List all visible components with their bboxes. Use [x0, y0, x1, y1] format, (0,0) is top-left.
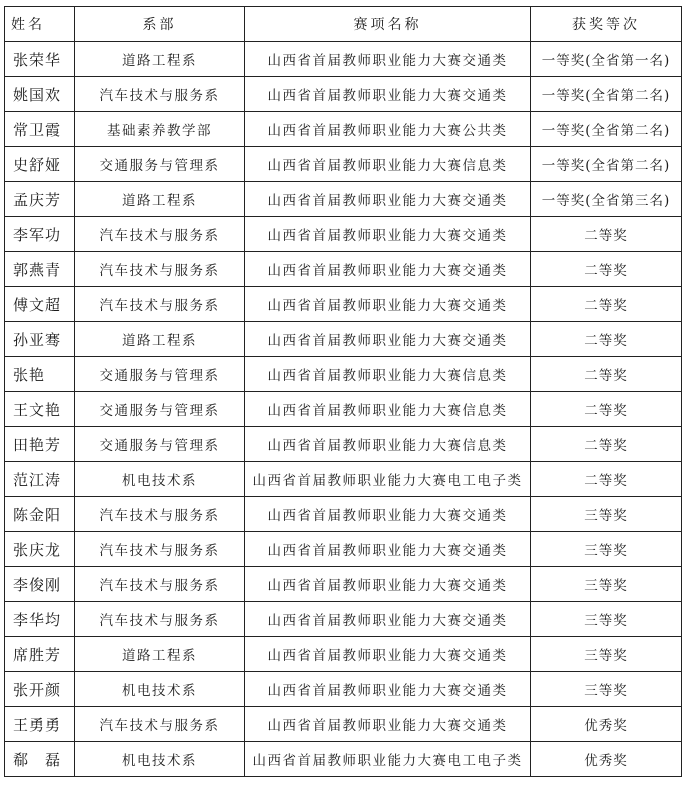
cell-department: 汽车技术与服务系 [75, 567, 245, 602]
cell-event: 山西省首届教师职业能力大赛信息类 [245, 392, 531, 427]
cell-department: 机电技术系 [75, 672, 245, 707]
cell-name: 张庆龙 [5, 532, 75, 567]
cell-department: 道路工程系 [75, 637, 245, 672]
cell-name: 王文艳 [5, 392, 75, 427]
cell-event: 山西省首届教师职业能力大赛交通类 [245, 217, 531, 252]
cell-award: 一等奖(全省第二名) [531, 77, 682, 112]
table-row [5, 497, 682, 532]
cell-name: 范江涛 [5, 462, 75, 497]
cell-department: 汽车技术与服务系 [75, 602, 245, 637]
cell-award: 三等奖 [531, 497, 682, 532]
table-row [5, 217, 682, 252]
table-row [5, 462, 682, 497]
cell-department: 交通服务与管理系 [75, 392, 245, 427]
cell-event: 山西省首届教师职业能力大赛交通类 [245, 252, 531, 287]
cell-event: 山西省首届教师职业能力大赛交通类 [245, 182, 531, 217]
cell-department: 汽车技术与服务系 [75, 287, 245, 322]
cell-department: 道路工程系 [75, 182, 245, 217]
cell-event: 山西省首届教师职业能力大赛交通类 [245, 637, 531, 672]
cell-award: 一等奖(全省第三名) [531, 182, 682, 217]
cell-name: 席胜芳 [5, 637, 75, 672]
cell-department: 汽车技术与服务系 [75, 497, 245, 532]
cell-award: 二等奖 [531, 322, 682, 357]
cell-name: 王勇勇 [5, 707, 75, 742]
cell-award: 三等奖 [531, 637, 682, 672]
cell-name: 李军功 [5, 217, 75, 252]
cell-name: 张开颜 [5, 672, 75, 707]
cell-event: 山西省首届教师职业能力大赛信息类 [245, 147, 531, 182]
cell-award: 二等奖 [531, 392, 682, 427]
cell-event: 山西省首届教师职业能力大赛交通类 [245, 602, 531, 637]
cell-department: 汽车技术与服务系 [75, 532, 245, 567]
table-row [5, 742, 682, 777]
cell-award: 优秀奖 [531, 707, 682, 742]
cell-event: 山西省首届教师职业能力大赛交通类 [245, 287, 531, 322]
table-row [5, 252, 682, 287]
table-row [5, 287, 682, 322]
cell-event: 山西省首届教师职业能力大赛公共类 [245, 112, 531, 147]
cell-name: 张荣华 [5, 42, 75, 77]
table-body [5, 42, 682, 777]
cell-name: 陈金阳 [5, 497, 75, 532]
table-row [5, 322, 682, 357]
cell-department: 机电技术系 [75, 462, 245, 497]
table-row [5, 42, 682, 77]
cell-event: 山西省首届教师职业能力大赛交通类 [245, 567, 531, 602]
cell-name: 常卫霞 [5, 112, 75, 147]
header-department: 系部 [75, 7, 245, 42]
table-row [5, 147, 682, 182]
table-row [5, 77, 682, 112]
table-row [5, 637, 682, 672]
cell-event: 山西省首届教师职业能力大赛交通类 [245, 672, 531, 707]
cell-event: 山西省首届教师职业能力大赛信息类 [245, 357, 531, 392]
cell-department: 汽车技术与服务系 [75, 217, 245, 252]
table-row [5, 112, 682, 147]
cell-award: 二等奖 [531, 427, 682, 462]
cell-department: 汽车技术与服务系 [75, 252, 245, 287]
cell-award: 二等奖 [531, 462, 682, 497]
cell-event: 山西省首届教师职业能力大赛电工电子类 [245, 742, 531, 777]
cell-department: 基础素养教学部 [75, 112, 245, 147]
header-row [5, 7, 682, 42]
cell-award: 三等奖 [531, 567, 682, 602]
cell-department: 道路工程系 [75, 322, 245, 357]
cell-department: 汽车技术与服务系 [75, 77, 245, 112]
cell-award: 二等奖 [531, 357, 682, 392]
cell-department: 机电技术系 [75, 742, 245, 777]
table-row [5, 182, 682, 217]
cell-name: 李华均 [5, 602, 75, 637]
cell-name: 郗 磊 [5, 742, 75, 777]
cell-department: 汽车技术与服务系 [75, 707, 245, 742]
cell-event: 山西省首届教师职业能力大赛交通类 [245, 707, 531, 742]
table-row [5, 357, 682, 392]
cell-event: 山西省首届教师职业能力大赛交通类 [245, 322, 531, 357]
cell-name: 姚国欢 [5, 77, 75, 112]
table-row [5, 392, 682, 427]
cell-department: 交通服务与管理系 [75, 357, 245, 392]
cell-name: 田艳芳 [5, 427, 75, 462]
cell-department: 道路工程系 [75, 42, 245, 77]
cell-name: 郭燕青 [5, 252, 75, 287]
cell-name: 傅文超 [5, 287, 75, 322]
cell-department: 交通服务与管理系 [75, 147, 245, 182]
cell-event: 山西省首届教师职业能力大赛交通类 [245, 532, 531, 567]
cell-name: 李俊刚 [5, 567, 75, 602]
table-row [5, 532, 682, 567]
table-row [5, 427, 682, 462]
header-event: 赛项名称 [245, 7, 531, 42]
cell-award: 二等奖 [531, 217, 682, 252]
cell-event: 山西省首届教师职业能力大赛电工电子类 [245, 462, 531, 497]
cell-award: 优秀奖 [531, 742, 682, 777]
cell-name: 孙亚骞 [5, 322, 75, 357]
cell-award: 一等奖(全省第一名) [531, 42, 682, 77]
cell-event: 山西省首届教师职业能力大赛交通类 [245, 77, 531, 112]
awards-table [4, 6, 682, 777]
cell-name: 张艳 [5, 357, 75, 392]
cell-event: 山西省首届教师职业能力大赛交通类 [245, 497, 531, 532]
cell-award: 三等奖 [531, 672, 682, 707]
cell-award: 一等奖(全省第二名) [531, 147, 682, 182]
cell-name: 史舒娅 [5, 147, 75, 182]
cell-event: 山西省首届教师职业能力大赛交通类 [245, 42, 531, 77]
cell-department: 交通服务与管理系 [75, 427, 245, 462]
cell-award: 三等奖 [531, 532, 682, 567]
table-row [5, 567, 682, 602]
table-row [5, 672, 682, 707]
cell-award: 三等奖 [531, 602, 682, 637]
header-award: 获奖等次 [531, 7, 682, 42]
cell-name: 孟庆芳 [5, 182, 75, 217]
cell-event: 山西省首届教师职业能力大赛信息类 [245, 427, 531, 462]
header-name: 姓名 [5, 7, 75, 42]
cell-award: 一等奖(全省第二名) [531, 112, 682, 147]
table-row [5, 602, 682, 637]
table-row [5, 707, 682, 742]
cell-award: 二等奖 [531, 287, 682, 322]
cell-award: 二等奖 [531, 252, 682, 287]
